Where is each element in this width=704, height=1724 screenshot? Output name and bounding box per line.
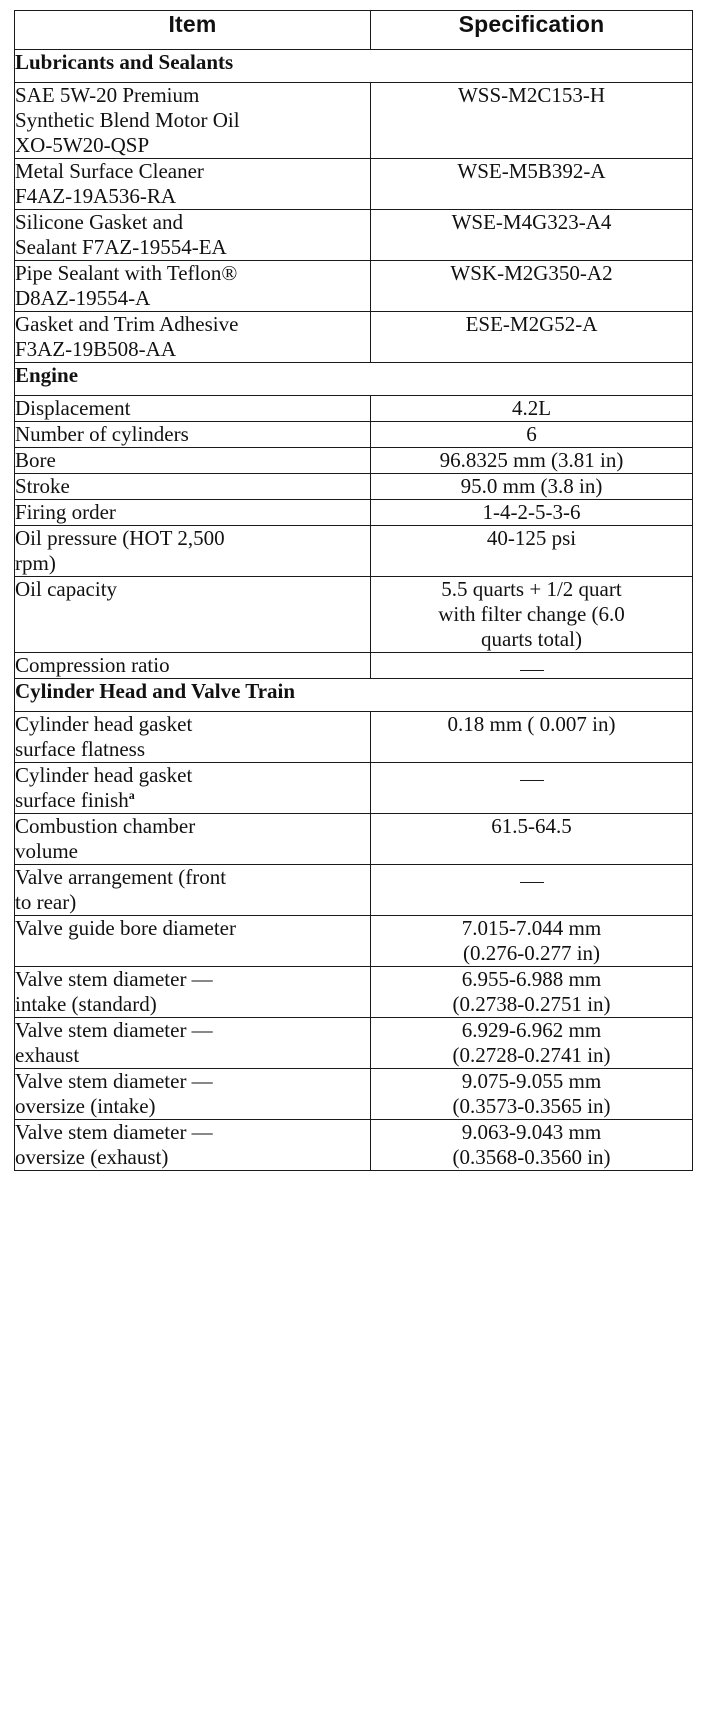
item-text: Firing order	[15, 500, 116, 524]
not-specified-dash	[520, 670, 544, 671]
table-row	[15, 577, 693, 653]
section-row	[15, 363, 693, 396]
table-row	[15, 763, 693, 814]
table-row	[15, 865, 693, 916]
item-text: Valve arrangement (front to rear)	[15, 865, 227, 914]
table-row	[15, 712, 693, 763]
item-text: Bore	[15, 448, 56, 472]
table-row	[15, 422, 693, 448]
item-text: Number of cylinders	[15, 422, 189, 446]
item-text: Cylinder head gasket surface finish	[15, 763, 193, 812]
specification-cell	[371, 577, 693, 653]
specification-cell	[371, 1069, 693, 1120]
item-text: Metal Surface Cleaner F4AZ-19A536-RA	[15, 159, 204, 208]
item-cell	[15, 474, 371, 500]
table-row	[15, 312, 693, 363]
item-text: Pipe Sealant with Teflon® D8AZ-19554-A	[15, 261, 238, 310]
specification-value: WSE-M4G323-A4	[451, 210, 612, 234]
table-row	[15, 500, 693, 526]
item-cell	[15, 865, 371, 916]
table-row	[15, 916, 693, 967]
specification-value: 6	[526, 422, 537, 446]
item-cell	[15, 422, 371, 448]
table-body	[15, 50, 693, 1171]
item-cell	[15, 577, 371, 653]
specification-value: 4.2L	[511, 396, 552, 420]
item-cell	[15, 526, 371, 577]
item-cell	[15, 500, 371, 526]
specification-value: WSE-M5B392-A	[457, 159, 606, 183]
table-row	[15, 396, 693, 422]
specification-value: 9.063-9.043 mm (0.3568-0.3560 in)	[452, 1120, 611, 1169]
item-cell	[15, 83, 371, 159]
item-cell	[15, 312, 371, 363]
specification-value: ESE-M2G52-A	[465, 312, 598, 336]
specification-cell	[371, 814, 693, 865]
item-cell	[15, 1018, 371, 1069]
table-row	[15, 526, 693, 577]
item-cell	[15, 159, 371, 210]
table-row	[15, 1069, 693, 1120]
specification-value: WSK-M2G350-A2	[450, 261, 613, 285]
specification-value: 0.18 mm ( 0.007 in)	[447, 712, 616, 736]
specification-table	[14, 10, 693, 1171]
specification-cell	[371, 396, 693, 422]
specification-cell	[371, 1120, 693, 1171]
spec-page	[14, 10, 692, 1171]
specification-cell	[371, 474, 693, 500]
specification-cell	[371, 261, 693, 312]
table-row	[15, 967, 693, 1018]
table-row	[15, 474, 693, 500]
item-text: Oil pressure (HOT 2,500 rpm)	[15, 526, 225, 575]
specification-value: 7.015-7.044 mm (0.276-0.277 in)	[461, 916, 602, 965]
specification-value: WSS-M2C153-H	[457, 83, 605, 107]
item-cell	[15, 814, 371, 865]
section-title: Engine	[15, 363, 693, 396]
specification-value: 1-4-2-5-3-6	[482, 500, 581, 524]
item-text: Oil capacity	[15, 577, 118, 601]
specification-cell	[371, 210, 693, 261]
item-text: SAE 5W-20 Premium Synthetic Blend Motor Oil XO-5W20-QSP	[15, 83, 240, 157]
specification-cell	[371, 83, 693, 159]
table-row	[15, 814, 693, 865]
item-text: Compression ratio	[15, 653, 170, 677]
section-title: Lubricants and Sealants	[15, 50, 693, 83]
specification-value: 6.929-6.962 mm (0.2728-0.2741 in)	[452, 1018, 611, 1067]
specification-cell	[371, 763, 693, 814]
item-cell	[15, 261, 371, 312]
item-text: Gasket and Trim Adhesive F3AZ-19B508-AA	[15, 312, 239, 361]
table-row	[15, 210, 693, 261]
specification-value: 5.5 quarts + 1/2 quart with filter change (6.0 quarts total)	[438, 577, 625, 651]
section-row	[15, 679, 693, 712]
column-header-specification: Specification	[371, 11, 693, 50]
item-cell	[15, 712, 371, 763]
item-text: Stroke	[15, 474, 70, 498]
specification-cell	[371, 865, 693, 916]
specification-cell	[371, 526, 693, 577]
specification-cell	[371, 159, 693, 210]
item-cell	[15, 1120, 371, 1171]
table-row	[15, 159, 693, 210]
item-cell	[15, 916, 371, 967]
item-text: Displacement	[15, 396, 131, 420]
not-specified-dash	[520, 882, 544, 883]
item-text: Cylinder head gasket surface flatness	[15, 712, 193, 761]
table-row	[15, 1120, 693, 1171]
section-row	[15, 50, 693, 83]
item-cell	[15, 396, 371, 422]
item-cell	[15, 967, 371, 1018]
specification-cell	[371, 312, 693, 363]
item-text: Valve stem diameter — exhaust	[15, 1018, 213, 1067]
specification-value	[520, 653, 544, 678]
specification-value: 95.0 mm (3.8 in)	[460, 474, 603, 498]
section-title: Cylinder Head and Valve Train	[15, 679, 693, 712]
item-cell	[15, 653, 371, 679]
table-row	[15, 653, 693, 679]
specification-value: 9.075-9.055 mm (0.3573-0.3565 in)	[452, 1069, 611, 1118]
specification-value: 96.8325 mm (3.81 in)	[439, 448, 624, 472]
specification-value	[520, 763, 544, 788]
specification-value: 40-125 psi	[486, 526, 577, 550]
specification-value: 61.5-64.5	[491, 814, 572, 838]
item-text: Valve stem diameter — oversize (intake)	[15, 1069, 213, 1118]
table-row	[15, 83, 693, 159]
specification-cell	[371, 448, 693, 474]
item-text: Valve guide bore diameter	[15, 916, 236, 940]
table-row	[15, 448, 693, 474]
footnote-marker: a	[128, 788, 135, 802]
specification-value	[520, 865, 544, 890]
specification-cell	[371, 712, 693, 763]
table-row	[15, 261, 693, 312]
item-text: Valve stem diameter — oversize (exhaust)	[15, 1120, 213, 1169]
specification-cell	[371, 1018, 693, 1069]
specification-cell	[371, 653, 693, 679]
specification-cell	[371, 500, 693, 526]
specification-cell	[371, 967, 693, 1018]
item-cell	[15, 1069, 371, 1120]
specification-value: 6.955-6.988 mm (0.2738-0.2751 in)	[452, 967, 611, 1016]
header-row	[15, 11, 693, 50]
table-row	[15, 1018, 693, 1069]
item-cell	[15, 763, 371, 814]
column-header-item: Item	[15, 11, 371, 50]
specification-cell	[371, 916, 693, 967]
item-cell	[15, 448, 371, 474]
specification-cell	[371, 422, 693, 448]
item-cell	[15, 210, 371, 261]
item-text: Combustion chamber volume	[15, 814, 196, 863]
item-text: Valve stem diameter — intake (standard)	[15, 967, 213, 1016]
item-text: Silicone Gasket and Sealant F7AZ-19554-EA	[15, 210, 227, 259]
not-specified-dash	[520, 780, 544, 781]
